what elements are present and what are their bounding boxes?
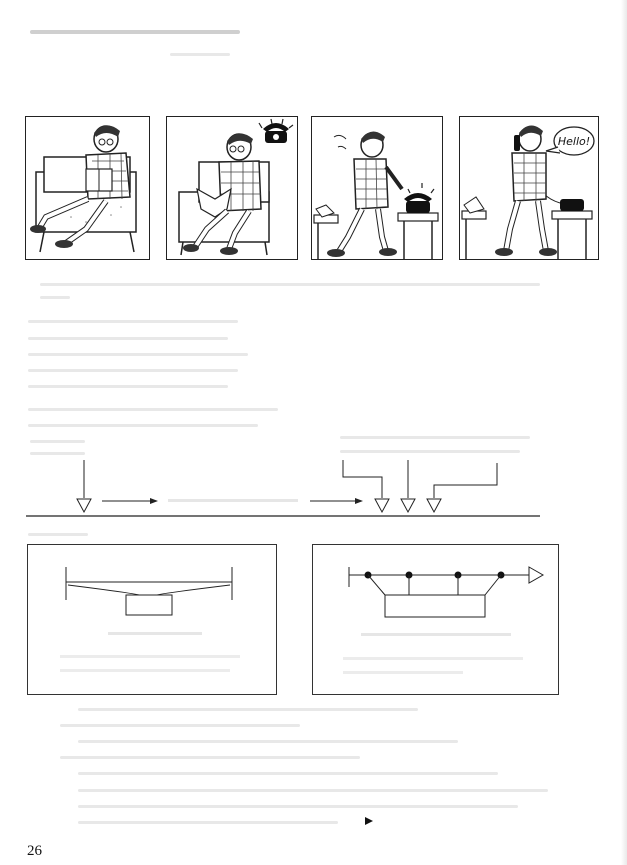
telephone-icon (263, 123, 289, 143)
telephone-icon (404, 193, 432, 213)
faint-heading-line (30, 30, 240, 34)
faint-text-line (28, 353, 248, 356)
comic-panel-walking (311, 116, 443, 260)
comic-panel-reading (25, 116, 150, 260)
faint-text-line (28, 408, 278, 411)
comic-panel-answering (459, 116, 599, 260)
faint-text-line (28, 320, 238, 323)
faint-text-line (30, 440, 85, 443)
timeline-diagram (0, 455, 627, 525)
faint-list-line (78, 708, 418, 711)
diagram-box-left (27, 544, 277, 695)
diagram-box-right (312, 544, 559, 695)
faint-list-line (78, 740, 458, 743)
page-number: 26 (27, 843, 42, 859)
faint-text-line (28, 533, 88, 536)
telephone-icon (560, 199, 584, 211)
interrupting-events-diagram (313, 545, 558, 694)
faint-text-line (40, 296, 70, 299)
faint-list-line (60, 756, 360, 759)
faint-text-line (40, 283, 540, 286)
faint-list-line (60, 724, 300, 727)
faint-text-line (340, 436, 530, 439)
speech-bubble-text: Hello! (557, 135, 591, 148)
faint-subheading-line (170, 53, 230, 56)
duration-diagram (28, 545, 276, 694)
faint-list-line (78, 789, 548, 792)
faint-text-line (340, 450, 520, 453)
faint-text-line (28, 337, 228, 340)
faint-text-line (28, 385, 228, 388)
faint-list-line (78, 772, 498, 775)
faint-text-line (28, 424, 258, 427)
faint-list-line (78, 805, 518, 808)
comic-panel-phone-rings (166, 116, 298, 260)
faint-list-line (78, 821, 338, 824)
faint-text-line (28, 369, 238, 372)
page-edge-shadow (621, 0, 627, 865)
play-triangle-icon (364, 816, 374, 826)
